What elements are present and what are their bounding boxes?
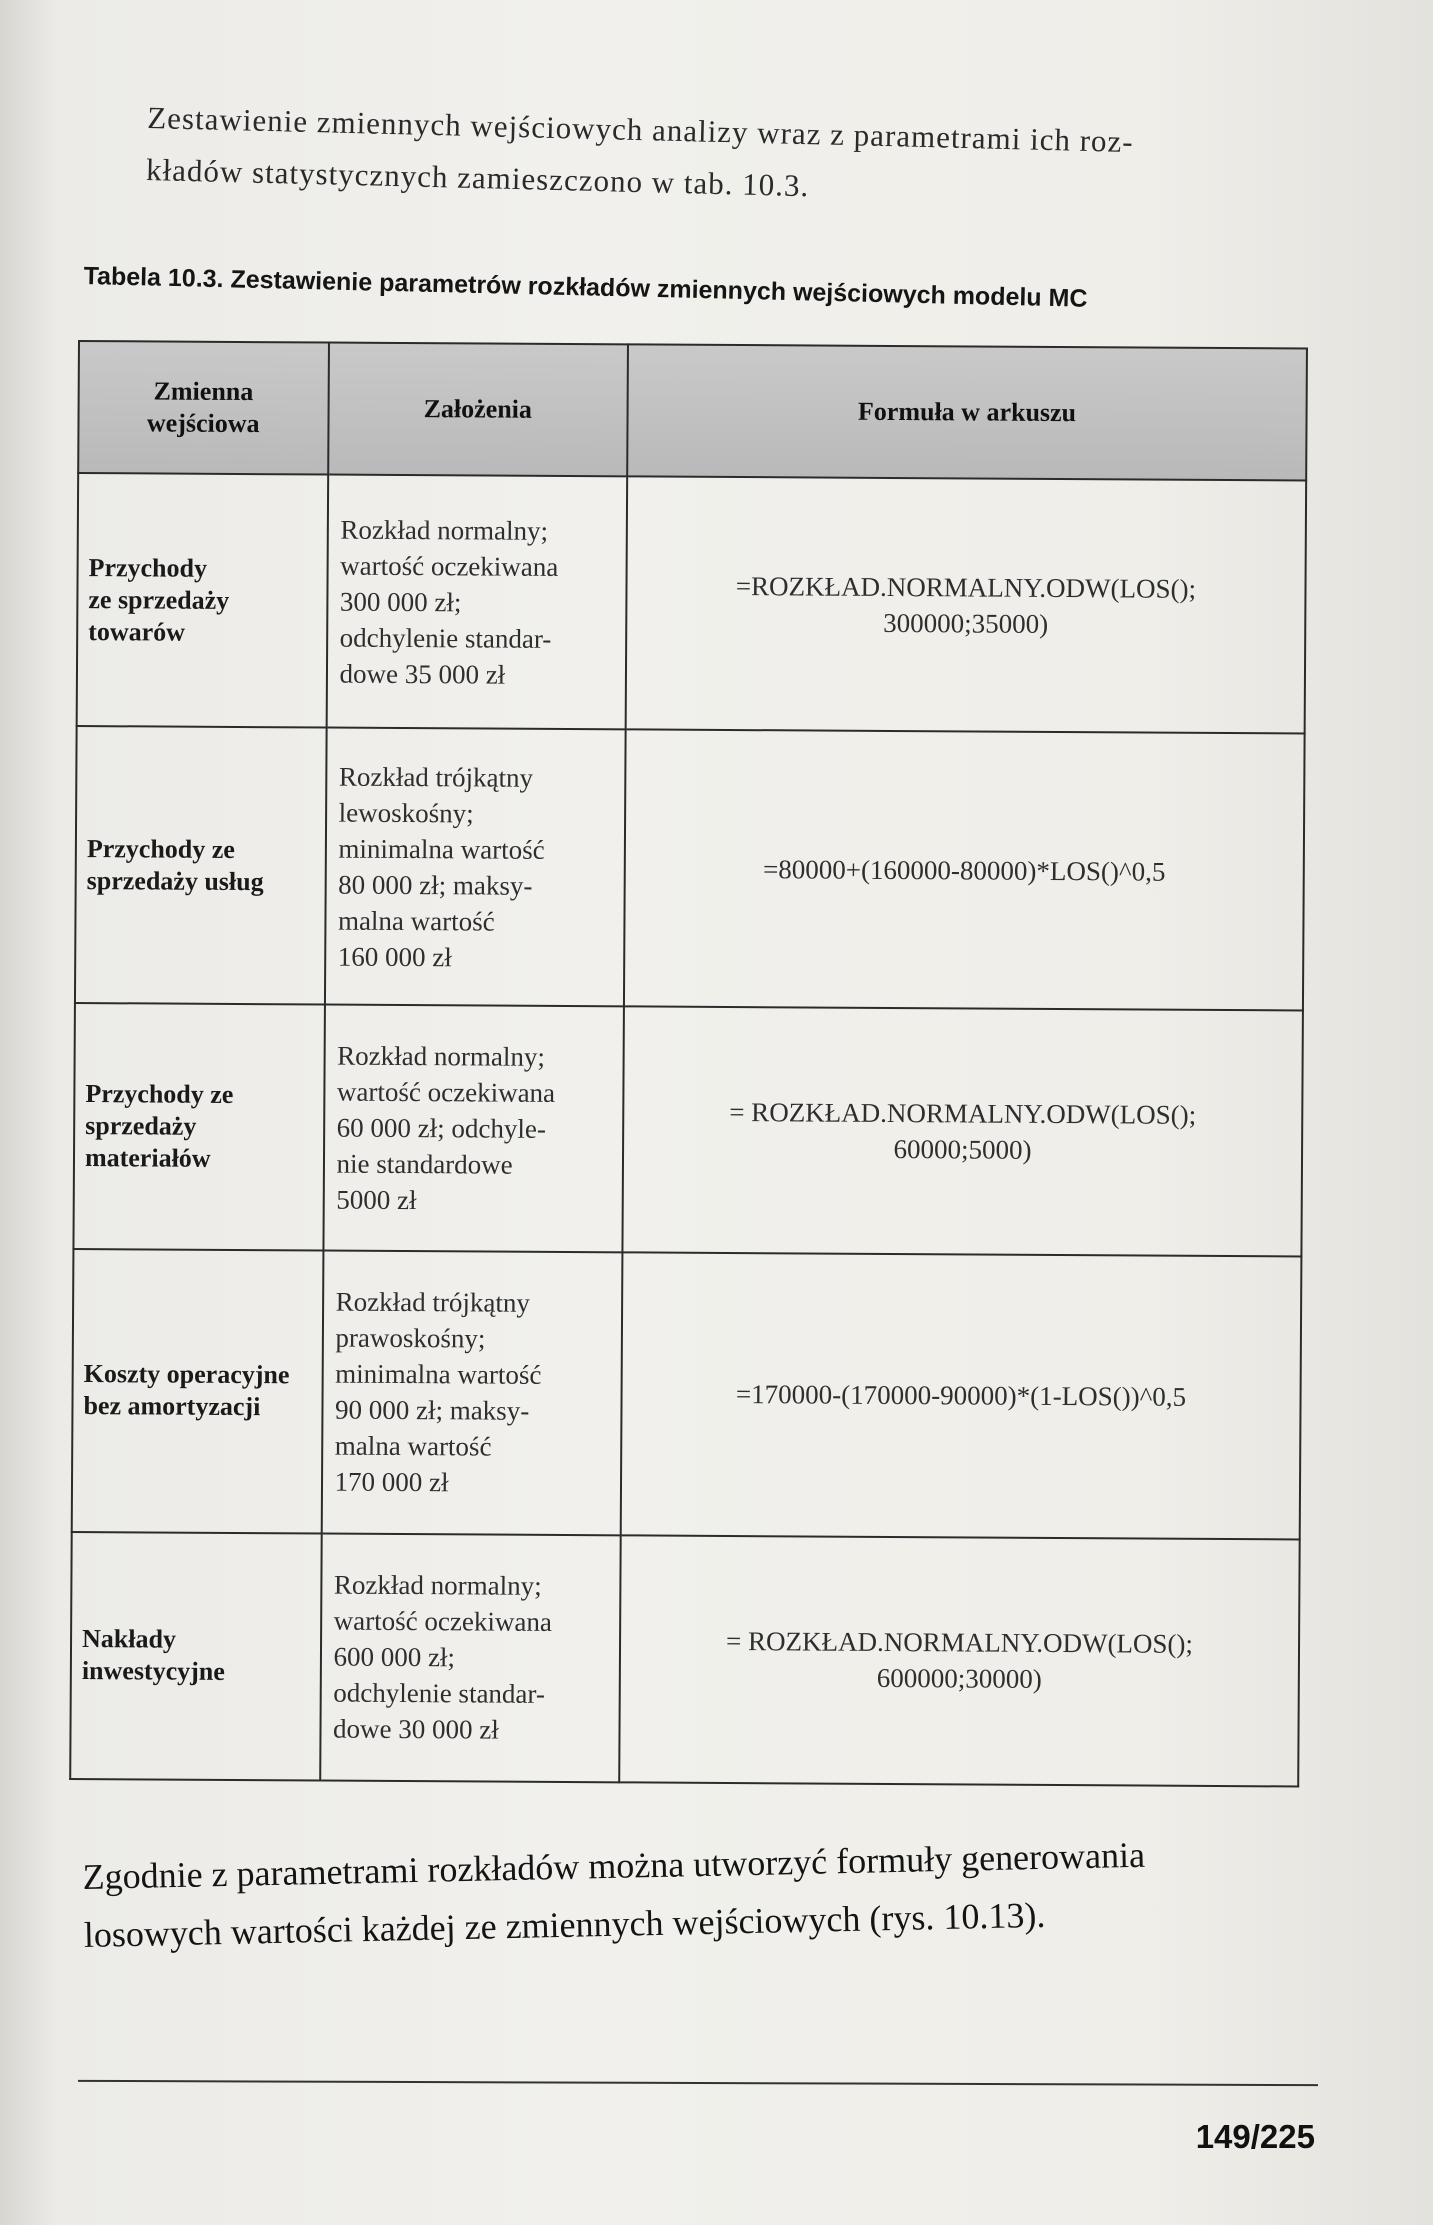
table-row <box>73 1003 1302 1256</box>
cell-line: Przychody ze <box>86 833 235 864</box>
cell-line: dowe 35 000 zł <box>339 658 506 690</box>
cell-line: =170000-(170000-90000)*(1-LOS())^0,5 <box>735 1379 1187 1412</box>
cell-line: Koszty operacyjne <box>83 1359 290 1390</box>
cell-line: nie standardowe <box>336 1148 513 1180</box>
cell-line: 60 000 zł; odchyle- <box>336 1112 547 1144</box>
cell-line: = ROZKŁAD.NORMALNY.ODW(LOS(); <box>729 1096 1197 1130</box>
cell-line: =80000+(160000-80000)*LOS()^0,5 <box>762 853 1166 887</box>
cell-formula <box>619 1535 1300 1786</box>
cell-variable <box>75 726 326 1005</box>
cell-line: minimalna wartość <box>338 833 545 865</box>
closing-paragraph <box>82 1822 1324 1964</box>
header-assumptions: Założenia <box>328 343 628 477</box>
cell-variable <box>77 473 328 728</box>
cell-line: 160 000 zł <box>337 941 452 973</box>
cell-line: 600 000 zł; <box>333 1642 456 1673</box>
cell-line: dowe 30 000 zł <box>332 1714 499 1746</box>
table-row <box>77 473 1307 734</box>
page-number: 149/225 <box>1195 2118 1315 2155</box>
cell-line: wartość oczekiwana <box>340 550 559 582</box>
cell-line: wartość oczekiwana <box>333 1606 552 1638</box>
cell-line: 90 000 zł; maksy- <box>334 1394 530 1426</box>
cell-line: =ROZKŁAD.NORMALNY.ODW(LOS(); <box>735 570 1197 604</box>
intro-line-2: kładów statystycznych zamieszczono w tab. 10.3. <box>145 151 810 204</box>
cell-line: materiałów <box>84 1143 211 1173</box>
header-variable-line-2: wejściowa <box>146 408 260 439</box>
footer-divider <box>78 2080 1318 2086</box>
cell-line: lewoskośny; <box>338 797 474 829</box>
cell-line: 170 000 zł <box>334 1466 449 1498</box>
cell-line: Rozkład normalny; <box>337 1040 545 1072</box>
cell-line: Rozkład normalny; <box>340 514 549 546</box>
cell-assumptions <box>326 475 627 730</box>
cell-line: Rozkład trójkątny <box>335 1286 530 1318</box>
cell-line: Przychody <box>88 552 208 583</box>
cell-line: Nakłady <box>81 1624 177 1655</box>
cell-variable <box>72 1249 323 1534</box>
cell-line: 80 000 zł; maksy- <box>338 869 533 901</box>
table-caption-label: Tabela 10.3. <box>83 262 224 294</box>
cell-formula <box>624 730 1305 1011</box>
table-row <box>70 1532 1299 1787</box>
cell-line: malna wartość <box>334 1430 492 1462</box>
header-formula: Formuła w arkuszu <box>627 344 1307 480</box>
header-variable <box>78 341 328 475</box>
cell-assumptions <box>324 728 625 1007</box>
cell-line: ze sprzedaży <box>88 584 230 615</box>
cell-line: inwestycyjne <box>81 1656 225 1687</box>
cell-line: = ROZKŁAD.NORMALNY.ODW(LOS(); <box>725 1626 1194 1660</box>
cell-line: 5000 zł <box>336 1184 417 1216</box>
parameters-table <box>69 340 1308 1787</box>
cell-line: sprzedaży usług <box>86 865 264 896</box>
cell-assumptions <box>323 1005 624 1252</box>
cell-assumptions <box>320 1533 621 1782</box>
cell-assumptions <box>321 1250 622 1535</box>
cell-line: 300 000 zł; <box>339 586 462 617</box>
cell-line: odchylenie standar- <box>339 622 552 654</box>
cell-line: 300000;35000) <box>883 607 1049 639</box>
intro-paragraph <box>145 92 1307 224</box>
cell-line: Rozkład normalny; <box>333 1570 542 1602</box>
cell-line: minimalna wartość <box>335 1358 542 1391</box>
cell-line: Przychody ze <box>85 1079 234 1109</box>
cell-formula <box>622 1007 1303 1256</box>
cell-variable <box>70 1532 321 1781</box>
table-caption-text: Zestawienie parametrów rozkładów zmiennych wejściowych modelu MC <box>230 265 1088 313</box>
intro-line-1: Zestawienie zmiennych wejściowych analizy wraz z parametrami ich roz- <box>146 99 1135 160</box>
cell-line: odchylenie standar- <box>333 1678 545 1710</box>
cell-line: 60000;5000) <box>893 1133 1032 1165</box>
cell-formula <box>626 476 1307 733</box>
cell-line: bez amortyzacji <box>83 1391 261 1422</box>
cell-line: towarów <box>88 616 186 647</box>
outro-line-2: losowych wartości każdej ze zmiennych wejściowych (rys. 10.13). <box>83 1894 1046 1955</box>
cell-line: prawoskośny; <box>335 1322 486 1354</box>
cell-line: Rozkład trójkątny <box>338 761 534 793</box>
cell-formula <box>621 1252 1302 1539</box>
outro-line-1: Zgodnie z parametrami rozkładów można utworzyć formuły generowania <box>82 1834 1146 1897</box>
table-row <box>72 1249 1302 1540</box>
table-row <box>75 726 1305 1011</box>
cell-line: sprzedaży <box>85 1111 197 1141</box>
cell-line: 600000;30000) <box>876 1663 1042 1695</box>
cell-variable <box>73 1003 324 1250</box>
cell-line: malna wartość <box>337 905 495 937</box>
table-header-row <box>78 341 1307 480</box>
cell-line: wartość oczekiwana <box>336 1076 556 1108</box>
header-variable-line-1: Zmienna <box>153 376 254 407</box>
table-caption <box>83 262 1283 318</box>
